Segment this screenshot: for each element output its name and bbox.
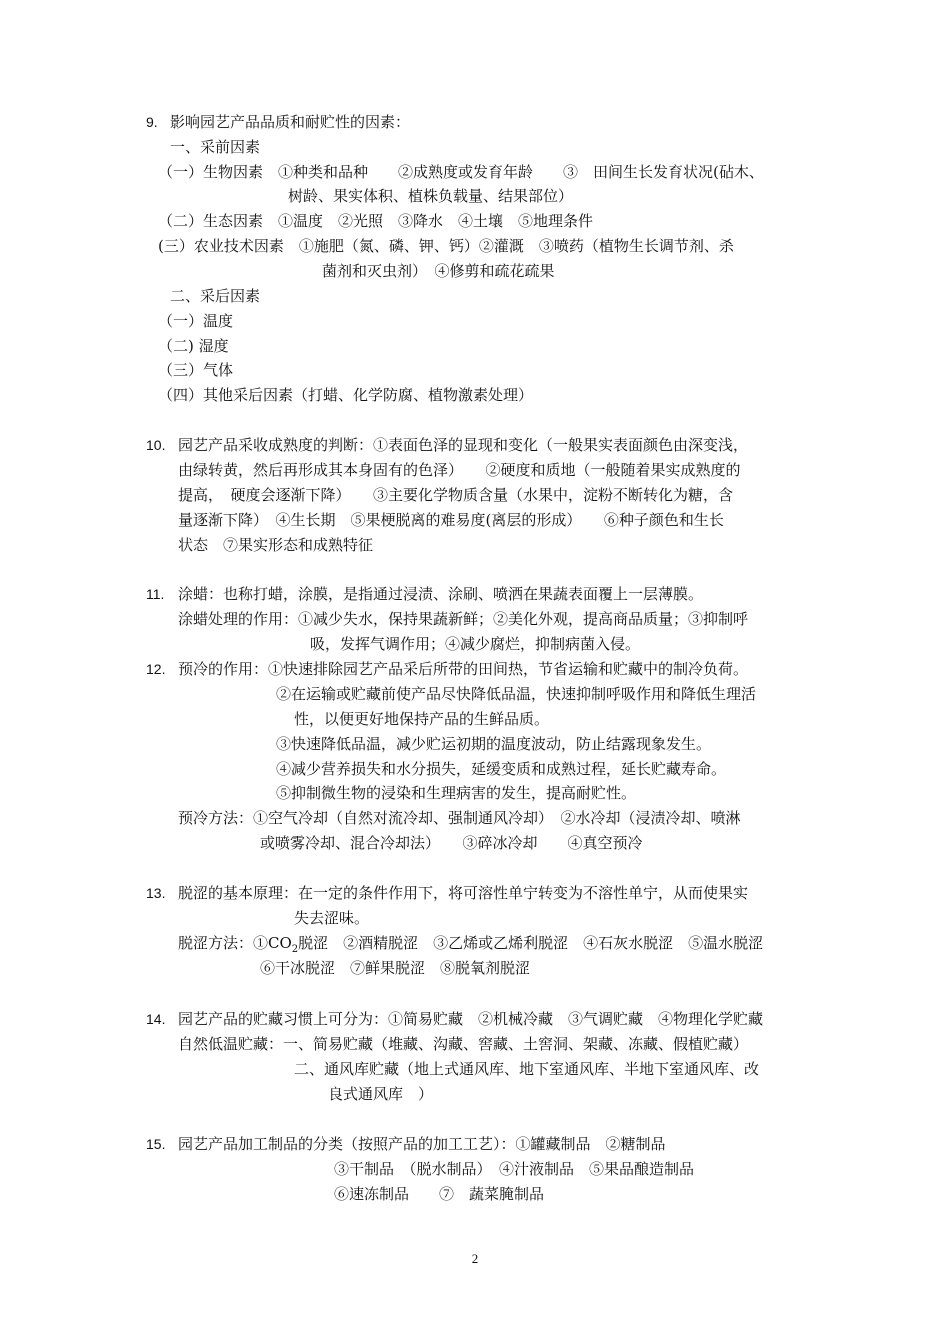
section-15-line-3: ⑥速冻制品 ⑦ 蔬菜腌制品 xyxy=(334,1185,545,1203)
section-10-line-4: 量逐渐下降） ④生长期 ⑤果梗脱离的难易度(离层的形成） ⑥种子颜色和生长 xyxy=(178,511,724,529)
section-10-line-3: 提高， 硬度会逐渐下降） ③主要化学物质含量（水果中，淀粉不断转化为糖，含 xyxy=(178,486,734,504)
section-14-line-1: 园艺产品的贮藏习惯上可分为：①简易贮藏 ②机械冷藏 ③气调贮藏 ④物理化学贮藏 xyxy=(178,1010,764,1028)
section-11-line-1: 涂蜡：也称打蜡，涂膜，是指通过浸渍、涂刷、喷洒在果蔬表面覆上一层薄膜。 xyxy=(178,585,704,603)
section-12-line-5: ④减少营养损失和水分损失，延缓变质和成熟过程，延长贮藏寿命。 xyxy=(276,760,727,778)
agricultural-factors-line-1: (三）农业技术因素 ①施肥（氮、磷、钾、钙）②灌溉 ③喷药（植物生长调节剂、杀 xyxy=(158,237,734,255)
section-15-number: 15. xyxy=(146,1136,166,1152)
postharvest-item-1: （一）温度 xyxy=(158,312,234,330)
section-10-line-1: 园艺产品采收成熟度的判断：①表面色泽的显现和变化（一般果实表面颜色由深变浅， xyxy=(178,436,749,454)
section-14-line-2: 自然低温贮藏：一、简易贮藏（堆藏、沟藏、窖藏、土窖洞、架藏、冻藏、假植贮藏） xyxy=(178,1035,749,1053)
section-13-line-2: 失去涩味。 xyxy=(294,909,370,927)
section-13-line-4: ⑥干冰脱涩 ⑦鲜果脱涩 ⑧脱氧剂脱涩 xyxy=(260,959,531,977)
deastringency-methods-rest: 脱涩 ②酒精脱涩 ③乙烯或乙烯利脱涩 ④石灰水脱涩 ⑤温水脱涩 xyxy=(298,934,764,952)
section-10-line-5: 状态 ⑦果实形态和成熟特征 xyxy=(178,536,374,554)
co2-subscript: 2 xyxy=(291,944,299,955)
ecological-factors: （二）生态因素 ①温度 ②光照 ③降水 ④土壤 ⑤地理条件 xyxy=(158,212,594,230)
page-number: 2 xyxy=(471,1251,479,1266)
section-9-number: 9. xyxy=(146,114,158,130)
section-15-line-2: ③干制品 （脱水制品） ④汁液制品 ⑤果品酿造制品 xyxy=(334,1160,695,1178)
section-10-number: 10. xyxy=(146,437,166,453)
section-12-number: 12. xyxy=(146,661,166,677)
deastringency-methods-start: 脱涩方法：①CO xyxy=(178,934,292,952)
section-13-number: 13. xyxy=(146,885,166,901)
section-13-line-1: 脱涩的基本原理：在一定的条件作用下，将可溶性单宁转变为不溶性单宁，从而使果实 xyxy=(178,884,749,902)
section-12-line-2: ②在运输或贮藏前使产品尽快降低品温，快速抑制呼吸作用和降低生理活 xyxy=(276,685,757,703)
agricultural-factors-line-2: 菌剂和灭虫剂） ④修剪和疏花疏果 xyxy=(322,262,555,280)
section-12-line-3: 性，以便更好地保持产品的生鲜品质。 xyxy=(294,710,550,728)
postharvest-item-4: （四）其他采后因素（打蜡、化学防腐、植物激素处理） xyxy=(158,386,534,404)
section-11-line-3: 吸，发挥气调作用；④减少腐烂，抑制病菌入侵。 xyxy=(310,635,641,653)
postharvest-item-2: （二) 湿度 xyxy=(158,337,229,355)
section-14-line-4: 良式通风库 ） xyxy=(328,1085,434,1103)
biological-factors-line-2: 树龄、果实体积、植株负载量、结果部位） xyxy=(288,187,574,205)
section-12-line-7: 预冷方法：①空气冷却（自然对流冷却、强制通风冷却） ②水冷却（浸渍冷却、喷淋 xyxy=(178,809,741,827)
section-12-line-6: ⑤抑制微生物的浸染和生理病害的发生，提高耐贮性。 xyxy=(276,784,637,802)
section-11-line-2: 涂蜡处理的作用：①减少失水，保持果蔬新鲜；②美化外观，提高商品质量；③抑制呼 xyxy=(178,610,749,628)
section-12-line-1: 预冷的作用：①快速排除园艺产品采后所带的田间热，节省运输和贮藏中的制冷负荷。 xyxy=(178,660,749,678)
postharvest-item-3: （三）气体 xyxy=(158,361,234,379)
section-12-line-8: 或喷雾冷却、混合冷却法） ③碎冰冷却 ④真空预冷 xyxy=(260,834,643,852)
section-13-line-3 xyxy=(178,933,763,960)
postharvest-heading: 二、采后因素 xyxy=(170,287,261,305)
biological-factors-line-1: （一）生物因素 ①种类和品种 ②成熟度或发育年龄 ③ 田间生长发育状况(砧木、 xyxy=(158,163,764,181)
section-9-title: 影响园艺产品品质和耐贮性的因素： xyxy=(170,113,411,131)
section-14-line-3: 二、通风库贮藏（地上式通风库、地下室通风库、半地下室通风库、改 xyxy=(294,1060,760,1078)
section-14-number: 14. xyxy=(146,1011,166,1027)
section-10-line-2: 由绿转黄，然后再形成其本身固有的色泽） ②硬度和质地（一般随着果实成熟度的 xyxy=(178,461,741,479)
section-15-line-1: 园艺产品加工制品的分类（按照产品的加工工艺）：①罐藏制品 ②糖制品 xyxy=(178,1135,666,1153)
section-11-number: 11. xyxy=(146,586,165,602)
section-12-line-4: ③快速降低品温，减少贮运初期的温度波动，防止结露现象发生。 xyxy=(276,735,712,753)
preharvest-heading: 一、采前因素 xyxy=(170,138,261,156)
